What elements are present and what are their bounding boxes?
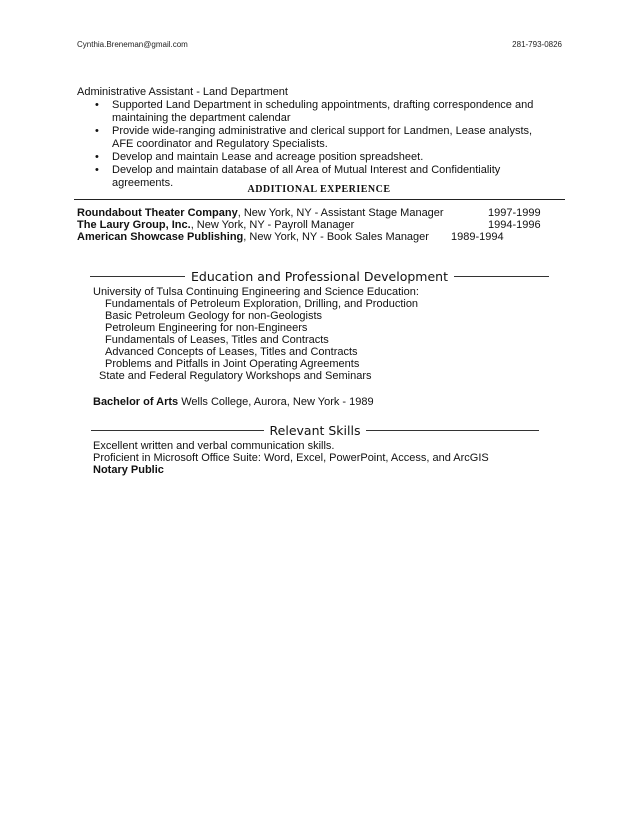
experience-role: , New York, NY - Book Sales Manager <box>243 231 429 243</box>
experience-org: Roundabout Theater Company <box>77 207 238 219</box>
course-item: Advanced Concepts of Leases, Titles and Contracts <box>105 346 358 358</box>
job-bullet: • Supported Land Department in scheduling appointments, drafting correspondence and maintaining the department calendar <box>95 99 555 125</box>
skills-heading: Relevant Skills <box>269 422 361 438</box>
section-divider <box>74 199 565 200</box>
course-item: Problems and Pitfalls in Joint Operating Agreements <box>105 358 360 370</box>
experience-row <box>77 219 354 231</box>
experience-org: American Showcase Publishing <box>77 231 244 243</box>
job-bullet-list <box>95 99 555 190</box>
experience-dates: 1989-1994 <box>451 231 504 243</box>
experience-dates: 1994-1996 <box>488 219 541 231</box>
workshops-item: State and Federal Regulatory Workshops and Seminars <box>99 370 372 382</box>
skills-heading-band <box>91 422 539 438</box>
education-heading-band <box>90 268 549 284</box>
heading-rule-left <box>90 276 185 277</box>
header-email: Cynthia.Breneman@gmail.com <box>77 40 188 49</box>
heading-rule-left <box>91 430 264 431</box>
course-item: Fundamentals of Petroleum Exploration, Drilling, and Production <box>105 298 419 310</box>
course-item: Petroleum Engineering for non-Engineers <box>105 322 308 334</box>
degree-line <box>93 396 374 408</box>
job-bullet: • Develop and maintain database of all Area of Mutual Interest and Confidentiality agreements. <box>95 164 555 190</box>
education-heading: Education and Professional Development <box>191 268 448 284</box>
experience-org: The Laury Group, Inc. <box>77 219 191 231</box>
heading-rule-right <box>454 276 549 277</box>
experience-dates: 1997-1999 <box>488 207 541 219</box>
additional-experience-heading: ADDITIONAL EXPERIENCE <box>247 184 391 195</box>
skill-item: Proficient in Microsoft Office Suite: Word, Excel, PowerPoint, Access, and ArcGIS <box>93 452 489 464</box>
experience-role: , New York, NY - Payroll Manager <box>190 219 355 231</box>
experience-role: , New York, NY - Assistant Stage Manager <box>237 207 444 219</box>
heading-rule-right <box>366 430 539 431</box>
experience-row <box>77 207 444 219</box>
header-phone: 281-793-0826 <box>512 40 562 49</box>
job-bullet: • Provide wide-ranging administrative and clerical support for Landmen, Lease analysts, AFE coordinator and Regulatory Specialists. <box>95 125 555 151</box>
course-item: Basic Petroleum Geology for non-Geologists <box>105 310 323 322</box>
course-item: Fundamentals of Leases, Titles and Contracts <box>105 334 329 346</box>
degree-title: Bachelor of Arts <box>93 396 179 408</box>
degree-institution: Wells College, Aurora, New York - 1989 <box>178 396 374 408</box>
job-title: Administrative Assistant - Land Department <box>77 86 288 98</box>
skill-item: Excellent written and verbal communication skills. <box>93 440 335 452</box>
experience-row <box>77 231 429 243</box>
job-bullet: • Develop and maintain Lease and acreage position spreadsheet. <box>95 151 555 164</box>
education-intro: University of Tulsa Continuing Engineering and Science Education: <box>93 286 419 298</box>
notary-item: Notary Public <box>93 464 164 476</box>
